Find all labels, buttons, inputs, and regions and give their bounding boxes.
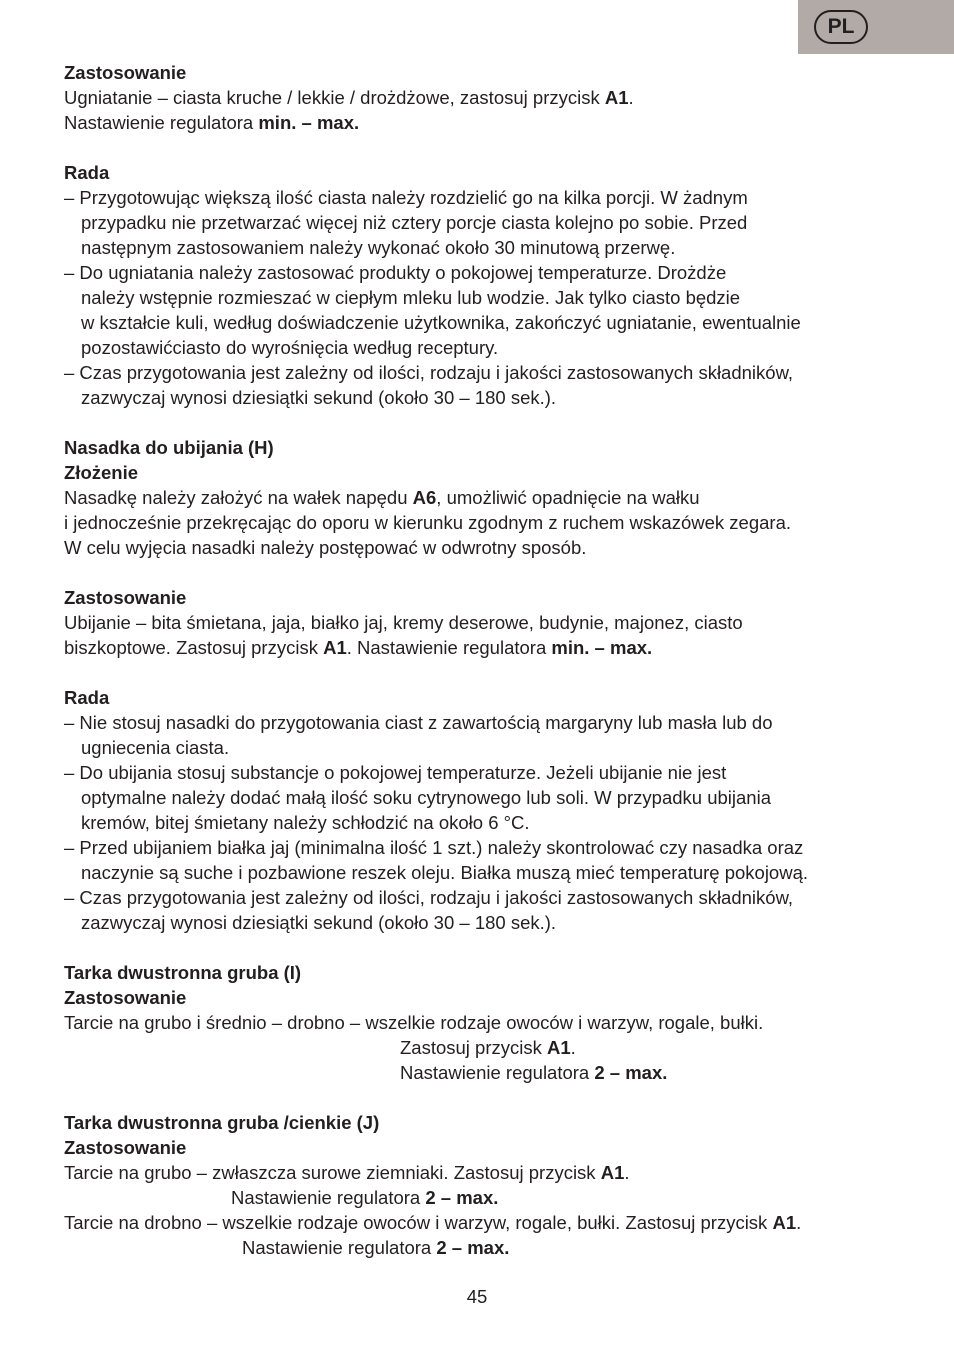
- section-heading: Rada: [64, 162, 110, 183]
- section-heading: Nasadka do ubijania (H): [64, 437, 274, 458]
- text-line: Nasadkę należy założyć na wałek napędu A6, umożliwić opadnięcie na wałku: [64, 487, 700, 508]
- page-number: 45: [466, 1286, 488, 1307]
- text-line: Tarcie na grubo – zwłaszcza surowe ziemniaki. Zastosuj przycisk A1.: [64, 1162, 630, 1183]
- section-heading: Zastosowanie: [64, 587, 187, 608]
- text-line: kremów, bitej śmietany należy schłodzić na około 6 °C.: [81, 812, 530, 833]
- list-item: – Nie stosuj nasadki do przygotowania ciast z zawartością margaryny lub masła lub do: [64, 712, 773, 733]
- list-item: – Czas przygotowania jest zależny od ilości, rodzaju i jakości zastosowanych składników,: [64, 887, 794, 908]
- language-tab: [798, 0, 954, 54]
- text-line: następnym zastosowaniem należy wykonać około 30 minutową przerwę.: [81, 237, 676, 258]
- text-line: w kształcie kuli, według doświadczenie użytkownika, zakończyć ugniatanie, ewentualnie: [81, 312, 801, 333]
- text-line: Nastawienie regulatora 2 – max.: [400, 1062, 668, 1083]
- list-item: – Do ugniatania należy zastosować produkty o pokojowej temperaturze. Drożdże: [64, 262, 727, 283]
- section-heading: Tarka dwustronna gruba /cienkie (J): [64, 1112, 380, 1133]
- text-line: i jednocześnie przekręcając do oporu w kierunku zgodnym z ruchem wskazówek zegara.: [64, 512, 791, 533]
- language-badge: PL: [814, 10, 868, 44]
- text-line: naczynie są suche i pozbawione reszek oleju. Białka muszą mieć temperaturę pokojową.: [81, 862, 809, 883]
- text-line: biszkoptowe. Zastosuj przycisk A1. Nastawienie regulatora min. – max.: [64, 637, 653, 658]
- text-line: Ubijanie – bita śmietana, jaja, białko jaj, kremy deserowe, budynie, majonez, ciasto: [64, 612, 743, 633]
- section-heading: Tarka dwustronna gruba (I): [64, 962, 302, 983]
- text-line: Tarcie na grubo i średnio – drobno – wszelkie rodzaje owoców i warzyw, rogale, bułki.: [64, 1012, 764, 1033]
- text-line: należy wstępnie rozmieszać w ciepłym mleku lub wodzie. Jak tylko ciasto będzie: [81, 287, 741, 308]
- section-heading: Rada: [64, 687, 110, 708]
- text-line: Nastawienie regulatora min. – max.: [64, 112, 360, 133]
- section-heading: Zastosowanie: [64, 987, 187, 1008]
- section-heading: Zastosowanie: [64, 62, 187, 83]
- text-line: Ugniatanie – ciasta kruche / lekkie / drożdżowe, zastosuj przycisk A1.: [64, 87, 634, 108]
- section-heading: Złożenie: [64, 462, 139, 483]
- text-line: Zastosuj przycisk A1.: [400, 1037, 576, 1058]
- text-line: Nastawienie regulatora 2 – max.: [242, 1237, 510, 1258]
- text-line: przypadku nie przetwarzać więcej niż cztery porcje ciasta kolejno po sobie. Przed: [81, 212, 748, 233]
- list-item: – Do ubijania stosuj substancje o pokojowej temperaturze. Jeżeli ubijanie nie jest: [64, 762, 727, 783]
- text-line: pozostawićciasto do wyrośnięcia według receptury.: [81, 337, 499, 358]
- list-item: – Przygotowując większą ilość ciasta należy rozdzielić go na kilka porcji. W żadnym: [64, 187, 748, 208]
- text-line: zazwyczaj wynosi dziesiątki sekund (około 30 – 180 sek.).: [81, 387, 557, 408]
- list-item: – Czas przygotowania jest zależny od ilości, rodzaju i jakości zastosowanych składników,: [64, 362, 794, 383]
- text-line: Tarcie na drobno – wszelkie rodzaje owoców i warzyw, rogale, bułki. Zastosuj przycisk A1.: [64, 1212, 802, 1233]
- text-line: zazwyczaj wynosi dziesiątki sekund (około 30 – 180 sek.).: [81, 912, 557, 933]
- text-line: ugniecenia ciasta.: [81, 737, 230, 758]
- text-line: Nastawienie regulatora 2 – max.: [231, 1187, 499, 1208]
- list-item: – Przed ubijaniem białka jaj (minimalna ilość 1 szt.) należy skontrolować czy nasadka oraz: [64, 837, 804, 858]
- page-content: [64, 60, 894, 1260]
- text-line: optymalne należy dodać małą ilość soku cytrynowego lub soli. W przypadku ubijania: [81, 787, 771, 808]
- section-heading: Zastosowanie: [64, 1137, 187, 1158]
- text-line: W celu wyjęcia nasadki należy postępować w odwrotny sposób.: [64, 537, 587, 558]
